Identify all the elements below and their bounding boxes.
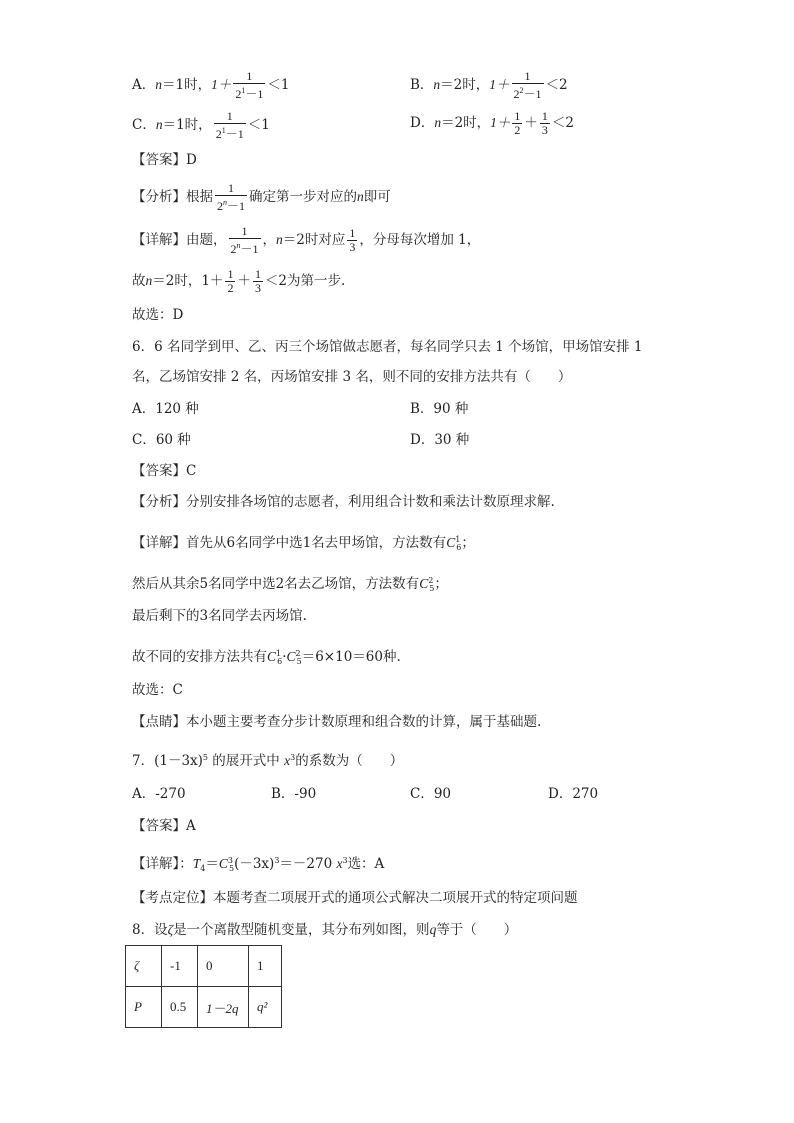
q6-analysis: 【分析】分别安排各场馆的志愿者，利用组合计数和乘法计数原理求解. — [132, 494, 555, 510]
table-cell: 1 — [249, 946, 282, 987]
fraction: $\frac{1}{2}$ — [514, 109, 521, 137]
q6-option-a: A．120 种 — [132, 401, 199, 417]
q6-stem-line1: 6．6 名同学到甲、乙、丙三个场馆做志愿者，每名同学只去 1 个场馆，甲场馆安排 1 — [132, 339, 643, 355]
q5-option-b: B．n＝2时，1＋ $\frac{1}{2^2-1}$ ＜2 — [410, 69, 568, 101]
q8-stem: 8．设ζ是一个离散型随机变量，其分布列如图，则q等于（ ） — [132, 922, 518, 938]
table-cell: -1 — [162, 946, 198, 987]
fraction: $\frac{1}{3}$ — [349, 226, 356, 254]
q5-option-d: D．n＝2时，1＋ $\frac{1}{2}$ ＋ $\frac{1}{3}$ ＜2 — [410, 109, 575, 137]
fraction: $\frac{1}{2^1-1}$ — [235, 69, 264, 101]
fraction: $\frac{1}{2^2-1}$ — [513, 69, 542, 101]
q7-option-d: D．270 — [548, 786, 599, 802]
q6-comment: 【点睛】本小题主要考查分步计数原理和组合数的计算，属于基础题. — [132, 714, 542, 730]
table-cell: 1－2q — [198, 987, 249, 1028]
table-cell: 0 — [198, 946, 249, 987]
q7-option-a: A．-270 — [132, 786, 186, 802]
q6-detail-line1: 【详解】首先从6名同学中选1名去甲场馆，方法数有$C^1_6$； — [132, 535, 475, 552]
q5-conclusion: 故n＝2时，1＋ $\frac{1}{2}$ ＋ $\frac{1}{3}$ ＜2为第一步. — [132, 267, 346, 295]
fraction: $\frac{1}{2^n-1}$ — [230, 224, 259, 256]
q5-answer: 【答案】D — [132, 152, 197, 168]
table-cell: 0.5 — [162, 987, 198, 1028]
fraction: $\frac{1}{2^1-1}$ — [215, 109, 244, 141]
distribution-table — [125, 945, 282, 1028]
q6-detail-line3: 最后剩下的3名同学去丙场馆. — [132, 608, 307, 624]
q7-option-c: C．90 — [410, 786, 452, 802]
table-cell: ζ — [126, 946, 162, 987]
q5-analysis: 【分析】根据 $\frac{1}{2^n-1}$ 确定第一步对应的n即可 — [132, 181, 391, 213]
q5-choose: 故选：D — [132, 307, 184, 323]
q6-option-c: C．60 种 — [132, 432, 191, 448]
q7-answer: 【答案】A — [132, 818, 196, 834]
q7-detail: 【详解】：$T_4=C^3_5(-3x)^3=-270$ $x^3$选：A — [132, 856, 385, 873]
fraction: $\frac{1}{3}$ — [254, 267, 261, 295]
table-row — [126, 987, 282, 1028]
q7-knowledge-point: 【考点定位】本题考查二项展开式的通项公式解决二项展开式的特定项问题 — [132, 890, 578, 906]
q6-choose: 故选：C — [132, 682, 183, 698]
table-cell: P — [126, 987, 162, 1028]
q6-detail-line2: 然后从其余5名同学中选2名去乙场馆，方法数有$C^2_5$； — [132, 576, 448, 593]
q5-detail: 【详解】由题， $\frac{1}{2^n-1}$ ，n＝2时对应 $\frac{1}{3}$ ，分母每次增加 1， — [132, 224, 481, 256]
q7-stem: 7．$(1-3x)^5$ 的展开式中 $x^3$的系数为（ ） — [132, 753, 404, 769]
fraction: $\frac{1}{3}$ — [541, 109, 548, 137]
q6-answer: 【答案】C — [132, 463, 197, 479]
table-cell: q² — [249, 987, 282, 1028]
q5-option-a: A．n＝1时，1＋ $\frac{1}{2^1-1}$ ＜1 — [132, 69, 290, 101]
fraction: $\frac{1}{2}$ — [227, 267, 234, 295]
q6-stem-line2: 名，乙场馆安排 2 名，丙场馆安排 3 名，则不同的安排方法共有（ ） — [132, 369, 572, 385]
q5-option-c: C．n＝1时， $\frac{1}{2^1-1}$ ＜1 — [132, 109, 270, 141]
table-row — [126, 946, 282, 987]
q7-option-b: B．-90 — [271, 786, 317, 802]
fraction: $\frac{1}{2^n-1}$ — [217, 181, 246, 213]
q6-detail-line4: 故不同的安排方法共有$C^1_6\cdot C^2_5=6\times 10=60$种. — [132, 649, 401, 666]
q6-option-b: B．90 种 — [410, 401, 469, 417]
q6-option-d: D．30 种 — [410, 432, 470, 448]
